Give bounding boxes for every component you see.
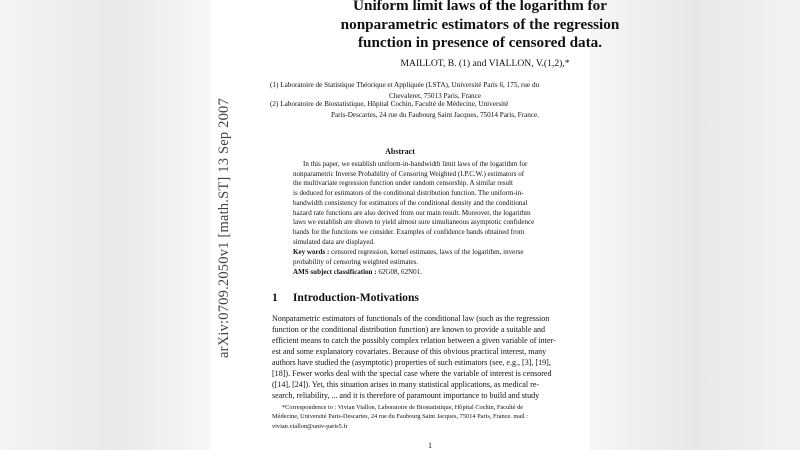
footnote-line: vivian.viallon@univ-paris5.fr <box>272 422 348 430</box>
left-margin-background <box>0 0 210 450</box>
abstract-line: laws we establish are shown to yield almost sure simultaneous asymptotic confidence <box>293 218 535 227</box>
affiliation-text: Paris-Descartes, 24 rue du Faubourg Saint Jacques, 75014 Paris, France. <box>330 111 540 119</box>
section-number: 1 <box>272 291 278 304</box>
body-line: function or the conditional distribution function) are known to provide a suitable and <box>272 325 546 335</box>
body-line: ([14], [24]). Yet, this situation arises in many statistical applications, as medical re- <box>272 380 540 390</box>
affiliation-text: Chevaleret, 75013 Paris, France <box>388 92 481 100</box>
affiliation-2 <box>270 99 600 121</box>
paper-page <box>210 0 620 450</box>
title-line: function in presence of censored data. <box>357 34 603 51</box>
ams-value: 62G08, 62N01. <box>378 268 422 276</box>
keywords-label: Key words : <box>293 248 330 256</box>
affiliation-text: Laboratoire de Biostatistique, Hôpital Cochin, Faculté de Médecine, Université <box>280 100 509 108</box>
footnote <box>272 403 592 431</box>
body-line: [18]). Fewer works deal with the special case where the variable of interest is censored <box>272 369 552 379</box>
title-line: nonparametric estimators of the regression <box>340 15 620 33</box>
paper-title <box>280 0 680 53</box>
abstract-line: is deduced for estimators of the conditional distribution function. The uniform-in- <box>293 189 524 198</box>
keywords-text: censored regression, kernel estimates, laws of the logarithm, inverse <box>331 248 524 256</box>
section-title: Introduction-Motivations <box>292 291 419 304</box>
abstract-line: the multivariate regression function under random censorship. A similar result <box>293 179 513 188</box>
abstract-line: nonparametric Inverse Probability of Censoring Weighted (I.P.C.W.) estimators of <box>293 169 525 178</box>
ams-classification <box>293 268 422 276</box>
keywords-text: probability of censoring weighted estimates. <box>293 257 419 266</box>
arxiv-stamp: arXiv:0709.2050v1 [math.ST] 13 Sep 2007 <box>216 98 232 358</box>
authors: MAILLOT, B. (1) and VIALLON, V.(1,2),* <box>400 58 570 69</box>
abstract-body <box>293 160 580 247</box>
footnote-line: Médecine, Université Paris-Descartes, 24 rue du Faubourg Saint Jacques, 75014 Paris, France. mail : <box>272 413 529 421</box>
abstract-heading: Abstract <box>385 147 415 156</box>
page-number: 1 <box>428 441 432 450</box>
footnote-line: *Correspondence to : Vivian Viallon, Laboratoire de Biostatistique, Hôpital Cochin, Faculté de <box>282 404 524 411</box>
abstract-line: hazard rate functions are also derived from our main result. Moreover, the logarithm <box>293 208 531 217</box>
body-line: est and some explanatory covariates. Because of this obvious practical interest, many <box>272 347 547 357</box>
keywords <box>293 248 580 267</box>
affiliation-mark: (1) <box>270 81 279 89</box>
abstract-line: bandwidth consistency for estimators of the conditional density and the conditional <box>293 198 528 207</box>
body-line: search, reliability, ... and it is therefore of paramount importance to build and study <box>272 391 540 401</box>
section-heading <box>272 291 419 304</box>
abstract-line: bands for the functions we consider. Examples of confidence bands obtained from <box>293 227 525 236</box>
affiliation-mark: (2) <box>270 100 279 108</box>
ams-label: AMS subject classification : <box>293 268 377 276</box>
body-line: efficient means to catch the possibly complex relation between a given variable of inter- <box>272 336 556 346</box>
title-line: Uniform limit laws of the logarithm for <box>353 0 607 14</box>
abstract-line: simulated data are displayed. <box>293 237 375 246</box>
body-line: Nonparametric estimators of functionals of the conditional law (such as the regression <box>272 314 550 323</box>
body-text <box>272 313 592 401</box>
abstract-line: In this paper, we establish uniform-in-bandwidth limit laws of the logarithm for <box>303 160 528 168</box>
affiliation-text: Laboratoire de Statistique Théorique et Appliquée (LSTA), Université Paris 6, 175, rue du <box>280 81 540 89</box>
body-line: authors have studied the (asymptotic) properties of such estimators (see, e.g., [3], [19], <box>272 358 551 368</box>
